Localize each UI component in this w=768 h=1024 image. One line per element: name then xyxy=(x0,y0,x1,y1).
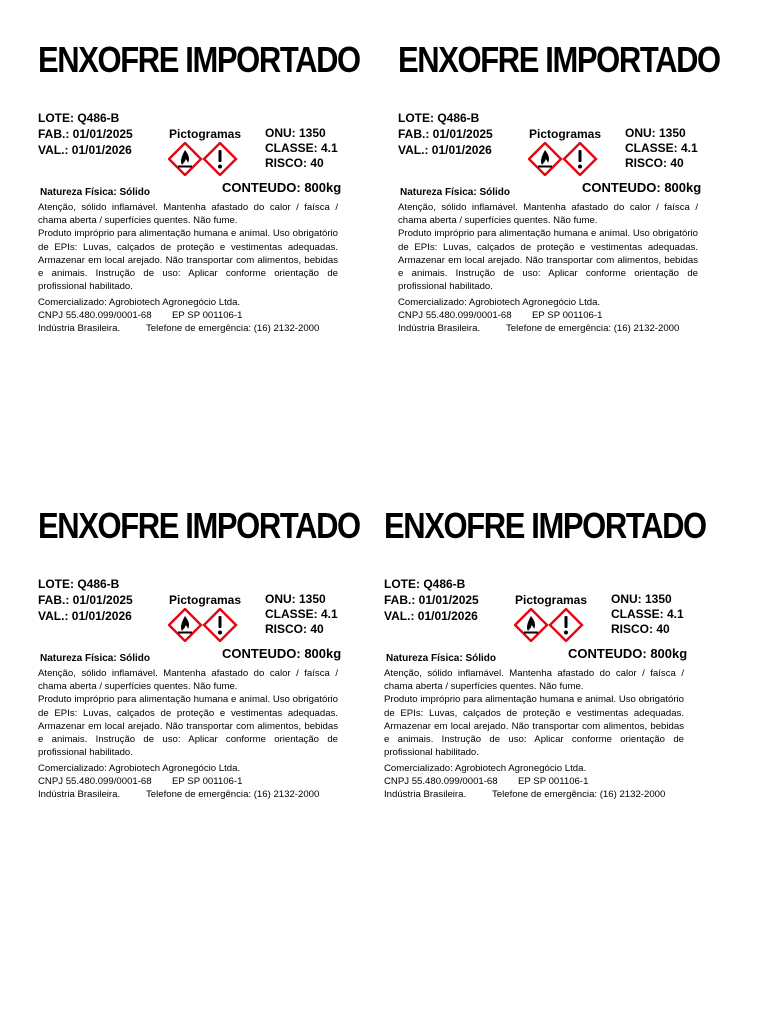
onu-number: ONU: 1350 xyxy=(625,126,686,140)
lote: LOTE: Q486-B xyxy=(38,577,120,591)
lote: LOTE: Q486-B xyxy=(398,111,480,125)
company-line: Comercializado: Agrobiotech Agronegócio Ltda. xyxy=(38,297,241,308)
fab-date: FAB.: 01/01/2025 xyxy=(38,593,133,607)
ep-registration: EP SP 001106-1 xyxy=(518,776,589,787)
content-weight: CONTEUDO: 800kg xyxy=(582,180,702,195)
usage-paragraph: Produto impróprio para alimentação humana e animal. Uso obrigatório de EPIs: Luvas, calçados de proteção e vestimentas adequadas. Armazenar em local arejado. Não transportar com alimentos, bebidas e animais. Instrução de uso: Aplicar conforme orientação de profissional habilitado. xyxy=(38,694,338,759)
company-line: Comercializado: Agrobiotech Agronegócio Ltda. xyxy=(38,763,241,774)
cnpj: CNPJ 55.480.099/0001-68 xyxy=(384,776,498,787)
warning-text xyxy=(398,201,698,293)
pictogramas-label: Pictogramas xyxy=(529,127,602,141)
exclamation-icon xyxy=(204,143,236,175)
risk-number: RISCO: 40 xyxy=(265,156,324,170)
warning-text xyxy=(38,201,338,293)
emergency-phone: Telefone de emergência: (16) 2132-2000 xyxy=(506,323,680,334)
emergency-phone: Telefone de emergência: (16) 2132-2000 xyxy=(492,789,666,800)
product-label xyxy=(38,504,358,824)
physical-nature: Natureza Física: Sólido xyxy=(40,187,151,198)
physical-nature: Natureza Física: Sólido xyxy=(40,653,151,664)
lote: LOTE: Q486-B xyxy=(38,111,120,125)
warning-paragraph: Atenção, sólido inflamável. Mantenha afastado do calor / faísca / chama aberta / superfícies quentes. Não fume. xyxy=(398,202,698,227)
industry-origin: Indústria Brasileira. xyxy=(38,789,121,800)
product-label xyxy=(398,38,718,358)
warning-paragraph: Atenção, sólido inflamável. Mantenha afastado do calor / faísca / chama aberta / superfícies quentes. Não fume. xyxy=(38,668,338,693)
hazard-class: CLASSE: 4.1 xyxy=(611,607,684,621)
ep-registration: EP SP 001106-1 xyxy=(532,310,603,321)
warning-text xyxy=(384,667,684,759)
warning-text xyxy=(38,667,338,759)
usage-paragraph: Produto impróprio para alimentação humana e animal. Uso obrigatório de EPIs: Luvas, calçados de proteção e vestimentas adequadas. Armazenar em local arejado. Não transportar com alimentos, bebidas e animais. Instrução de uso: Aplicar conforme orientação de profissional habilitado. xyxy=(398,228,698,293)
content-weight: CONTEUDO: 800kg xyxy=(222,180,342,195)
exclamation-icon xyxy=(204,609,236,641)
ep-registration: EP SP 001106-1 xyxy=(172,310,243,321)
hazard-pictograms xyxy=(514,608,584,642)
industry-origin: Indústria Brasileira. xyxy=(38,323,121,334)
company-line: Comercializado: Agrobiotech Agronegócio Ltda. xyxy=(384,763,587,774)
ep-registration: EP SP 001106-1 xyxy=(172,776,243,787)
content-weight: CONTEUDO: 800kg xyxy=(568,646,688,661)
pictogramas-label: Pictogramas xyxy=(169,127,242,141)
val-date: VAL.: 01/01/2026 xyxy=(38,143,132,157)
exclamation-icon xyxy=(564,143,596,175)
risk-number: RISCO: 40 xyxy=(611,622,670,636)
hazard-class: CLASSE: 4.1 xyxy=(625,141,698,155)
cnpj: CNPJ 55.480.099/0001-68 xyxy=(38,310,152,321)
fab-date: FAB.: 01/01/2025 xyxy=(398,127,493,141)
fab-date: FAB.: 01/01/2025 xyxy=(384,593,479,607)
industry-origin: Indústria Brasileira. xyxy=(384,789,467,800)
exclamation-icon xyxy=(550,609,582,641)
hazard-pictograms xyxy=(528,142,598,176)
flammable-icon xyxy=(515,609,547,641)
onu-number: ONU: 1350 xyxy=(265,126,326,140)
risk-number: RISCO: 40 xyxy=(265,622,324,636)
val-date: VAL.: 01/01/2026 xyxy=(38,609,132,623)
cnpj: CNPJ 55.480.099/0001-68 xyxy=(38,776,152,787)
risk-number: RISCO: 40 xyxy=(625,156,684,170)
hazard-pictograms xyxy=(168,608,238,642)
val-date: VAL.: 01/01/2026 xyxy=(398,143,492,157)
hazard-class: CLASSE: 4.1 xyxy=(265,141,338,155)
usage-paragraph: Produto impróprio para alimentação humana e animal. Uso obrigatório de EPIs: Luvas, calçados de proteção e vestimentas adequadas. Armazenar em local arejado. Não transportar com alimentos, bebidas e animais. Instrução de uso: Aplicar conforme orientação de profissional habilitado. xyxy=(384,694,684,759)
label-title: ENXOFRE IMPORTADO xyxy=(38,505,360,546)
company-line: Comercializado: Agrobiotech Agronegócio Ltda. xyxy=(398,297,601,308)
emergency-phone: Telefone de emergência: (16) 2132-2000 xyxy=(146,789,320,800)
hazard-pictograms xyxy=(168,142,238,176)
warning-paragraph: Atenção, sólido inflamável. Mantenha afastado do calor / faísca / chama aberta / superfícies quentes. Não fume. xyxy=(384,668,684,693)
onu-number: ONU: 1350 xyxy=(611,592,672,606)
pictogramas-label: Pictogramas xyxy=(169,593,242,607)
product-label xyxy=(384,504,704,824)
physical-nature: Natureza Física: Sólido xyxy=(400,187,511,198)
val-date: VAL.: 01/01/2026 xyxy=(384,609,478,623)
flammable-icon xyxy=(169,143,201,175)
usage-paragraph: Produto impróprio para alimentação humana e animal. Uso obrigatório de EPIs: Luvas, calçados de proteção e vestimentas adequadas. Armazenar em local arejado. Não transportar com alimentos, bebidas e animais. Instrução de uso: Aplicar conforme orientação de profissional habilitado. xyxy=(38,228,338,293)
warning-paragraph: Atenção, sólido inflamável. Mantenha afastado do calor / faísca / chama aberta / superfícies quentes. Não fume. xyxy=(38,202,338,227)
onu-number: ONU: 1350 xyxy=(265,592,326,606)
flammable-icon xyxy=(169,609,201,641)
pictogramas-label: Pictogramas xyxy=(515,593,588,607)
industry-origin: Indústria Brasileira. xyxy=(398,323,481,334)
fab-date: FAB.: 01/01/2025 xyxy=(38,127,133,141)
label-title: ENXOFRE IMPORTADO xyxy=(384,505,706,546)
label-title: ENXOFRE IMPORTADO xyxy=(398,39,720,80)
content-weight: CONTEUDO: 800kg xyxy=(222,646,342,661)
product-label xyxy=(38,38,358,358)
lote: LOTE: Q486-B xyxy=(384,577,466,591)
cnpj: CNPJ 55.480.099/0001-68 xyxy=(398,310,512,321)
emergency-phone: Telefone de emergência: (16) 2132-2000 xyxy=(146,323,320,334)
physical-nature: Natureza Física: Sólido xyxy=(386,653,497,664)
flammable-icon xyxy=(529,143,561,175)
hazard-class: CLASSE: 4.1 xyxy=(265,607,338,621)
label-title: ENXOFRE IMPORTADO xyxy=(38,39,360,80)
